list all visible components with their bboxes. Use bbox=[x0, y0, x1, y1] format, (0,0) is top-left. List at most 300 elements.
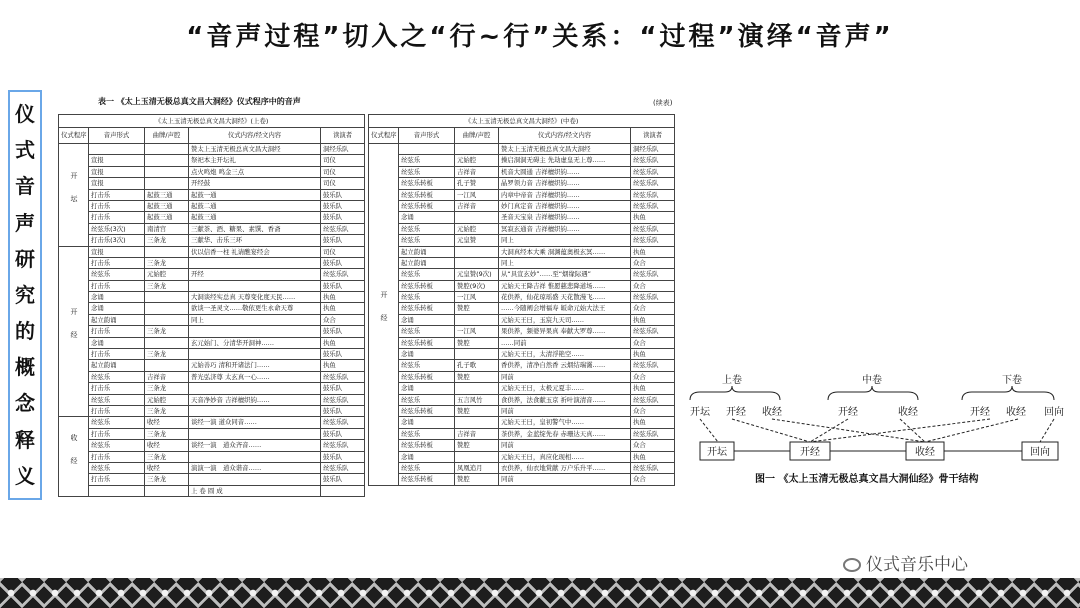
table-cell: 祭祀本主开坛礼 bbox=[189, 155, 321, 166]
table-row bbox=[369, 462, 675, 473]
table-cell: 三条龙 bbox=[145, 349, 189, 360]
table-cell: 丝弦乐(3次) bbox=[89, 223, 145, 234]
table-cell: 起立韵诵 bbox=[89, 314, 145, 325]
table-row bbox=[59, 405, 365, 416]
table-cell: 丝弦乐转板 bbox=[399, 440, 455, 451]
table-cell: 南清宫 bbox=[145, 223, 189, 234]
table-cell: 三献茶、酒、糖果、素馔、香斋 bbox=[189, 223, 321, 234]
section-name: 开坛 bbox=[59, 144, 89, 247]
table-cell: 孔子歌 bbox=[455, 360, 499, 371]
table-cell: 吉祥音 bbox=[455, 428, 499, 439]
table-cell: 打击乐 bbox=[89, 428, 145, 439]
table-cell: 起鼓二通 bbox=[189, 200, 321, 211]
table-cell bbox=[321, 485, 365, 496]
table-cell bbox=[455, 257, 499, 268]
bottom-node: 收经 bbox=[915, 447, 935, 458]
table-row bbox=[59, 383, 365, 394]
table-cell: 丝弦乐队 bbox=[321, 371, 365, 382]
column-header: 仪式内容/经文内容 bbox=[499, 128, 631, 144]
table-cell bbox=[189, 451, 321, 462]
table-cell: 丝弦乐 bbox=[89, 462, 145, 473]
table-row bbox=[369, 269, 675, 280]
table-cell: ……今随阐会增福寿 皈命元始大法王 bbox=[499, 303, 631, 314]
table-cell: 三条龙 bbox=[145, 428, 189, 439]
table-cell: 谈经一演 道众同音…… bbox=[189, 417, 321, 428]
table-cell: 鼓乐队 bbox=[321, 212, 365, 223]
table-cell: 丝弦乐 bbox=[399, 223, 455, 234]
table-cell: 丝弦乐队 bbox=[321, 462, 365, 473]
table-cell: 丝弦乐转板 bbox=[399, 405, 455, 416]
table-cell: 起鼓三通 bbox=[145, 189, 189, 200]
section-name: 收经 bbox=[59, 417, 89, 497]
left-table-sheet bbox=[58, 94, 370, 548]
table-header-row bbox=[369, 128, 675, 144]
table-row bbox=[369, 235, 675, 246]
table-row bbox=[59, 235, 365, 246]
table-cell: 吉祥音 bbox=[455, 200, 499, 211]
table-cell: 香供养，清净自然香 云烟结瑞霭…… bbox=[499, 360, 631, 371]
table-cell: 点火鸣炮 鸣金三点 bbox=[189, 166, 321, 177]
table-cell bbox=[455, 417, 499, 428]
table-header-row bbox=[59, 128, 365, 144]
table-cell: 三条龙 bbox=[145, 257, 189, 268]
table-cell: 丝弦乐队 bbox=[631, 178, 675, 189]
table-cell: 三条龙 bbox=[145, 474, 189, 485]
table-cell: 赞太上玉清无极总真文昌大洞经 bbox=[499, 144, 631, 155]
table-cell: 丝弦乐队 bbox=[631, 189, 675, 200]
side-label-char: 义 bbox=[15, 463, 35, 488]
table-cell: 欲谈一圣灵文……敬依更生永命天尊 bbox=[189, 303, 321, 314]
volume-label-middle: 中卷 bbox=[862, 375, 882, 386]
table-cell: 众合 bbox=[631, 405, 675, 416]
table-row bbox=[59, 292, 365, 303]
table-cell bbox=[455, 314, 499, 325]
table-cell: 孔子赞 bbox=[455, 178, 499, 189]
top-node: 开经 bbox=[970, 407, 990, 418]
table-cell: 赞腔 bbox=[455, 405, 499, 416]
column-header: 读演者 bbox=[321, 128, 365, 144]
table-row bbox=[369, 428, 675, 439]
table-cell: 念诵 bbox=[89, 303, 145, 314]
slide-title: “音声过程”切入之“行~行”关系：“过程”演绎“音声” bbox=[186, 22, 894, 52]
table-cell: 同前 bbox=[499, 440, 631, 451]
table-cell: 丝弦乐队 bbox=[631, 292, 675, 303]
table-cell: 众合 bbox=[631, 303, 675, 314]
bottom-node: 回向 bbox=[1030, 447, 1050, 458]
table-cell: 宣报 bbox=[89, 155, 145, 166]
table-cell: 念诵 bbox=[399, 314, 455, 325]
table-cell: 衣供养，仙衣地赏献 万户乐升平…… bbox=[499, 462, 631, 473]
table-cell: 元始天王曰，太极元夏丰…… bbox=[499, 383, 631, 394]
table-cell: 天音净妙音 吉祥檀织钧…… bbox=[189, 394, 321, 405]
table-subtitle: 《太上玉清无极总真文昌大洞经》(中卷) bbox=[369, 115, 675, 128]
table-cell: 同前 bbox=[499, 474, 631, 485]
side-label-char: 研 bbox=[15, 246, 35, 271]
table-row bbox=[369, 178, 675, 189]
table-cell bbox=[145, 155, 189, 166]
table-cell: 众合 bbox=[631, 474, 675, 485]
table-cell: 洞经乐队 bbox=[631, 144, 675, 155]
table-cell: 丝弦乐 bbox=[399, 235, 455, 246]
table-cell: 赞腔 bbox=[455, 440, 499, 451]
table-row bbox=[59, 314, 365, 325]
table-row bbox=[59, 246, 365, 257]
table-row bbox=[59, 200, 365, 211]
side-label-char: 声 bbox=[15, 210, 35, 235]
table-cell bbox=[189, 405, 321, 416]
table-row bbox=[59, 371, 365, 382]
top-node: 开经 bbox=[726, 407, 746, 418]
table-cell: 丝弦乐转板 bbox=[399, 337, 455, 348]
wechat-icon bbox=[843, 558, 861, 572]
table-cell: 执鱼 bbox=[631, 349, 675, 360]
table-cell: 打击乐 bbox=[89, 383, 145, 394]
table-cell: 司仪 bbox=[321, 155, 365, 166]
table-cell: 元皇赞 bbox=[455, 235, 499, 246]
bottom-node: 开经 bbox=[800, 447, 820, 458]
table-cell bbox=[455, 212, 499, 223]
side-label-char: 究 bbox=[15, 282, 35, 307]
table-cell: 丝弦乐队 bbox=[631, 462, 675, 473]
table-cell: 同上 bbox=[189, 314, 321, 325]
table-cell: 元始腔 bbox=[455, 155, 499, 166]
table-cell: 执鱼 bbox=[631, 314, 675, 325]
watermark-text: 仪式音乐中心 bbox=[866, 555, 968, 575]
table-row bbox=[59, 417, 365, 428]
column-header: 仪式程序 bbox=[369, 128, 399, 144]
side-label-char: 释 bbox=[15, 427, 35, 452]
column-header: 音声形式 bbox=[89, 128, 145, 144]
table-cell: 众合 bbox=[631, 280, 675, 291]
table-subtitle-row bbox=[59, 115, 365, 128]
table-cell: 元始天王曰，太清浮艳空…… bbox=[499, 349, 631, 360]
table-cell: 大洞谈经实总真 天尊变化度天民…… bbox=[189, 292, 321, 303]
table-cell: 打击乐 bbox=[89, 257, 145, 268]
table-row bbox=[369, 257, 675, 268]
table-row bbox=[59, 178, 365, 189]
table-row bbox=[59, 280, 365, 291]
table-cell: 三条龙 bbox=[145, 383, 189, 394]
table-cell: 元始天王降吉祥 惟愿慈悲降道场…… bbox=[499, 280, 631, 291]
top-node: 开经 bbox=[838, 407, 858, 418]
table-cell: 丝弦乐队 bbox=[631, 326, 675, 337]
table-cell bbox=[145, 246, 189, 257]
table-cell: 打击乐 bbox=[89, 451, 145, 462]
table-cell: 赞腔 bbox=[455, 337, 499, 348]
table-cell: 起立韵诵 bbox=[399, 257, 455, 268]
section-name: 开经 bbox=[59, 246, 89, 417]
table-cell bbox=[189, 349, 321, 360]
side-label-char: 音 bbox=[15, 174, 35, 199]
table-cell: 茶供养，金蓝绽先春 赤珊达天真…… bbox=[499, 428, 631, 439]
table-cell: 念诵 bbox=[399, 349, 455, 360]
table-cell: 鼓乐队 bbox=[321, 428, 365, 439]
table-cell: 花供养，仙花琼瑶盛 天花散漫飞…… bbox=[499, 292, 631, 303]
table-row bbox=[369, 280, 675, 291]
table-cell: 执鱼 bbox=[321, 292, 365, 303]
table-cell: 丝弦乐队 bbox=[631, 200, 675, 211]
table-cell: 丝弦乐队 bbox=[321, 269, 365, 280]
table-cell: 三献华、击乐三环 bbox=[189, 235, 321, 246]
table-cell: 打击乐 bbox=[89, 200, 145, 211]
table-cell: 起立韵诵 bbox=[399, 246, 455, 257]
column-header: 曲牌/声腔 bbox=[145, 128, 189, 144]
table-cell: 念诵 bbox=[89, 337, 145, 348]
table-cell: 果供养，频婆异果真 奉献大罗尊…… bbox=[499, 326, 631, 337]
table-row bbox=[59, 212, 365, 223]
table-cell: 丝弦乐队 bbox=[631, 223, 675, 234]
table-cell bbox=[89, 144, 145, 155]
top-node: 收经 bbox=[898, 407, 918, 418]
table-cell: 宣报 bbox=[89, 166, 145, 177]
table-cell: 三条龙 bbox=[145, 280, 189, 291]
table-cell: 丝弦乐 bbox=[89, 371, 145, 382]
table-cell: 赞腔 bbox=[455, 303, 499, 314]
left-table bbox=[58, 114, 365, 497]
table-cell: 鼓乐队 bbox=[321, 189, 365, 200]
table-cell: 上 卷 圆 成 bbox=[189, 485, 321, 496]
table-cell: 众合 bbox=[321, 314, 365, 325]
table-cell: 赞腔 bbox=[455, 474, 499, 485]
table-cell: 丝弦乐转板 bbox=[399, 280, 455, 291]
table-cell: 晶罗领力音 吉祥檀织钧…… bbox=[499, 178, 631, 189]
table-row bbox=[59, 474, 365, 485]
table-cell: 丝弦乐 bbox=[399, 326, 455, 337]
table-cell bbox=[145, 178, 189, 189]
table-cell: 鼓乐队 bbox=[321, 235, 365, 246]
table-cell: 伏以信香一柱 礼请醮宴经会 bbox=[189, 246, 321, 257]
side-label-box bbox=[8, 90, 42, 500]
table-cell: 妙门真定音 吉祥檀织钧…… bbox=[499, 200, 631, 211]
table-subtitle-row bbox=[369, 115, 675, 128]
table-row bbox=[369, 360, 675, 371]
table-cell: 元始腔 bbox=[455, 223, 499, 234]
table-cell: 执鱼 bbox=[321, 360, 365, 371]
table-cell: 同上 bbox=[499, 235, 631, 246]
top-node: 回向 bbox=[1044, 407, 1064, 418]
table-cell bbox=[145, 485, 189, 496]
table-cell: 开经鼓 bbox=[189, 178, 321, 189]
table-cell: 念诵 bbox=[89, 292, 145, 303]
table-cell: 元始天王曰，皇初警气中…… bbox=[499, 417, 631, 428]
table-row bbox=[59, 360, 365, 371]
table-row bbox=[369, 337, 675, 348]
table-row bbox=[369, 394, 675, 405]
table-cell: 鼓乐队 bbox=[321, 349, 365, 360]
table-cell: 食供养，法食献玉京 祈叶演清音…… bbox=[499, 394, 631, 405]
table-cell: 鼓乐队 bbox=[321, 326, 365, 337]
table-cell: 丝弦乐转板 bbox=[399, 200, 455, 211]
table-cell: 一江风 bbox=[455, 189, 499, 200]
table-row bbox=[369, 474, 675, 485]
table-row bbox=[369, 166, 675, 177]
table-cell: 丝弦乐队 bbox=[631, 269, 675, 280]
table-row bbox=[369, 371, 675, 382]
table-cell: 念诵 bbox=[399, 451, 455, 462]
table-cell: 打击乐 bbox=[89, 280, 145, 291]
table-cell: 执鱼 bbox=[631, 451, 675, 462]
table-row bbox=[369, 200, 675, 211]
table-cell: 丝弦乐 bbox=[89, 417, 145, 428]
table-cell: 丝弦乐队 bbox=[631, 235, 675, 246]
table-cell: 众合 bbox=[631, 440, 675, 451]
table-cell: 丝弦乐 bbox=[399, 292, 455, 303]
table-cell bbox=[455, 451, 499, 462]
top-node: 收经 bbox=[1006, 407, 1026, 418]
table-cell: 丝弦乐 bbox=[399, 394, 455, 405]
table-cell bbox=[455, 349, 499, 360]
table-cell: 同前 bbox=[499, 405, 631, 416]
table-cell: 一江风 bbox=[455, 326, 499, 337]
volume-brace-upper bbox=[690, 386, 780, 400]
table-cell: 丝弦乐转板 bbox=[399, 371, 455, 382]
table-row bbox=[59, 166, 365, 177]
table-cell: 元始腔 bbox=[145, 269, 189, 280]
table-cell: 丝弦乐队 bbox=[321, 440, 365, 451]
table-cell: 打击乐 bbox=[89, 474, 145, 485]
table-cell: 五言风竹 bbox=[455, 394, 499, 405]
table-cell: 执鱼 bbox=[631, 383, 675, 394]
column-header: 曲牌/声腔 bbox=[455, 128, 499, 144]
table-cell: 收经 bbox=[145, 417, 189, 428]
table-cell: 机音大圆通 吉祥檀织钧…… bbox=[499, 166, 631, 177]
table-cell: 丝弦乐队 bbox=[631, 155, 675, 166]
table-cell: 执鱼 bbox=[321, 337, 365, 348]
table-cell: 丝弦乐 bbox=[399, 462, 455, 473]
table-cell: 执鱼 bbox=[631, 246, 675, 257]
table-cell: 念诵 bbox=[399, 417, 455, 428]
volume-brace-lower bbox=[962, 386, 1054, 400]
table-cell: 丝弦乐队 bbox=[631, 394, 675, 405]
table-cell: 鼓乐队 bbox=[321, 257, 365, 268]
table-cell: 宣报 bbox=[89, 246, 145, 257]
table-row bbox=[59, 144, 365, 155]
table-cell bbox=[145, 166, 189, 177]
table-cell: 打击乐 bbox=[89, 405, 145, 416]
table-cell: 念诵 bbox=[399, 212, 455, 223]
table-cell bbox=[455, 144, 499, 155]
table-cell: 起立韵诵 bbox=[89, 360, 145, 371]
table-row bbox=[59, 257, 365, 268]
table-cell: 众合 bbox=[631, 337, 675, 348]
table-cell: 众合 bbox=[631, 371, 675, 382]
right-table bbox=[368, 114, 675, 486]
table-cell: 丝弦乐 bbox=[399, 428, 455, 439]
table-cell: 丝弦乐 bbox=[399, 166, 455, 177]
table-cell: 吉祥音 bbox=[145, 371, 189, 382]
table-row bbox=[59, 223, 365, 234]
table-cell: 丝弦乐队 bbox=[321, 394, 365, 405]
table-cell: 丝弦乐队 bbox=[631, 428, 675, 439]
table-cell bbox=[189, 428, 321, 439]
table-cell: 丝弦乐 bbox=[89, 394, 145, 405]
decorative-border bbox=[0, 578, 1080, 608]
table-cell: 赞太上玉清无极总真文昌大洞经 bbox=[189, 144, 321, 155]
table-row bbox=[369, 440, 675, 451]
side-label-char: 式 bbox=[15, 138, 35, 163]
table-cell bbox=[455, 383, 499, 394]
table-row bbox=[369, 451, 675, 462]
table-cell bbox=[189, 383, 321, 394]
table-cell bbox=[89, 485, 145, 496]
table-cell: 执鱼 bbox=[631, 417, 675, 428]
section-name: 开经 bbox=[369, 144, 399, 486]
table-cell: 起鼓三通 bbox=[145, 212, 189, 223]
table-row bbox=[59, 269, 365, 280]
column-header: 仪式内容/经文内容 bbox=[189, 128, 321, 144]
table-row bbox=[369, 383, 675, 394]
table-cell: 打击乐(3次) bbox=[89, 235, 145, 246]
table-cell: 吉祥音 bbox=[455, 166, 499, 177]
table-cell: 丝弦乐队 bbox=[631, 360, 675, 371]
table-cell: 鼓乐队 bbox=[321, 200, 365, 211]
table-cell: 打击乐 bbox=[89, 212, 145, 223]
table-cell: 凤凰追月 bbox=[455, 462, 499, 473]
bottom-node: 开坛 bbox=[707, 447, 727, 458]
table-cell: 演演一演 道众谐音…… bbox=[189, 462, 321, 473]
table-cell: 司仪 bbox=[321, 178, 365, 189]
side-label-char: 的 bbox=[15, 319, 35, 344]
table-cell: 元始天王曰，真应化现相…… bbox=[499, 451, 631, 462]
table-cell bbox=[145, 303, 189, 314]
table-subtitle: 《太上玉清无极总真文昌大洞经》(上卷) bbox=[59, 115, 365, 128]
figure-caption: 图一 《太上玉清无极总真文昌大洞仙经》骨干结构 bbox=[755, 474, 979, 485]
table-row bbox=[369, 189, 675, 200]
table-cell: 元始天王曰，玉宸九天司…… bbox=[499, 314, 631, 325]
table-row bbox=[59, 462, 365, 473]
table-cell: 打击乐 bbox=[89, 189, 145, 200]
table-cell: 收经 bbox=[145, 440, 189, 451]
table-row bbox=[369, 314, 675, 325]
table-row bbox=[59, 349, 365, 360]
column-header: 音声形式 bbox=[399, 128, 455, 144]
table-cell: 丝弦乐队 bbox=[631, 166, 675, 177]
table-row bbox=[59, 303, 365, 314]
table-cell bbox=[189, 326, 321, 337]
table-cell: 念诵 bbox=[399, 383, 455, 394]
table-cell: 丝弦乐队 bbox=[321, 417, 365, 428]
table-cell: 赞腔 bbox=[455, 371, 499, 382]
table-cell: 宣报 bbox=[89, 178, 145, 189]
table-cell: 元皇赞(9次) bbox=[455, 269, 499, 280]
table-cell: 圣音天宝泉 吉祥檀织钧…… bbox=[499, 212, 631, 223]
table-cell: 执鱼 bbox=[631, 212, 675, 223]
table-cell: 操启洞洞无碍主 先劫虚皇无上尊…… bbox=[499, 155, 631, 166]
table-cell: 同上 bbox=[499, 257, 631, 268]
table-cell: 丝弦乐 bbox=[399, 269, 455, 280]
table-cell: 丝弦乐 bbox=[89, 440, 145, 451]
table-cell bbox=[145, 292, 189, 303]
table-cell: 丝弦乐 bbox=[399, 360, 455, 371]
table-row bbox=[369, 212, 675, 223]
table-continued-note: (续表) bbox=[653, 99, 673, 107]
table-cell: 内章中帝音 吉祥檀织钧…… bbox=[499, 189, 631, 200]
top-node: 开坛 bbox=[690, 407, 710, 418]
volume-label-lower: 下卷 bbox=[1002, 375, 1022, 386]
table-cell: 丝弦乐转板 bbox=[399, 189, 455, 200]
side-label-char: 念 bbox=[15, 391, 35, 416]
side-label-char: 概 bbox=[15, 355, 35, 380]
table-row bbox=[59, 394, 365, 405]
column-header: 读演者 bbox=[631, 128, 675, 144]
volume-brace-middle bbox=[828, 386, 918, 400]
table-cell: 丝弦乐转板 bbox=[399, 303, 455, 314]
table-row bbox=[59, 428, 365, 439]
table-cell: 起鼓三通 bbox=[189, 212, 321, 223]
table-cell: 谈经一演 道众齐音…… bbox=[189, 440, 321, 451]
table-cell: 三条龙 bbox=[145, 405, 189, 416]
table-cell: 普光弘济尊 太玄真一心…… bbox=[189, 371, 321, 382]
